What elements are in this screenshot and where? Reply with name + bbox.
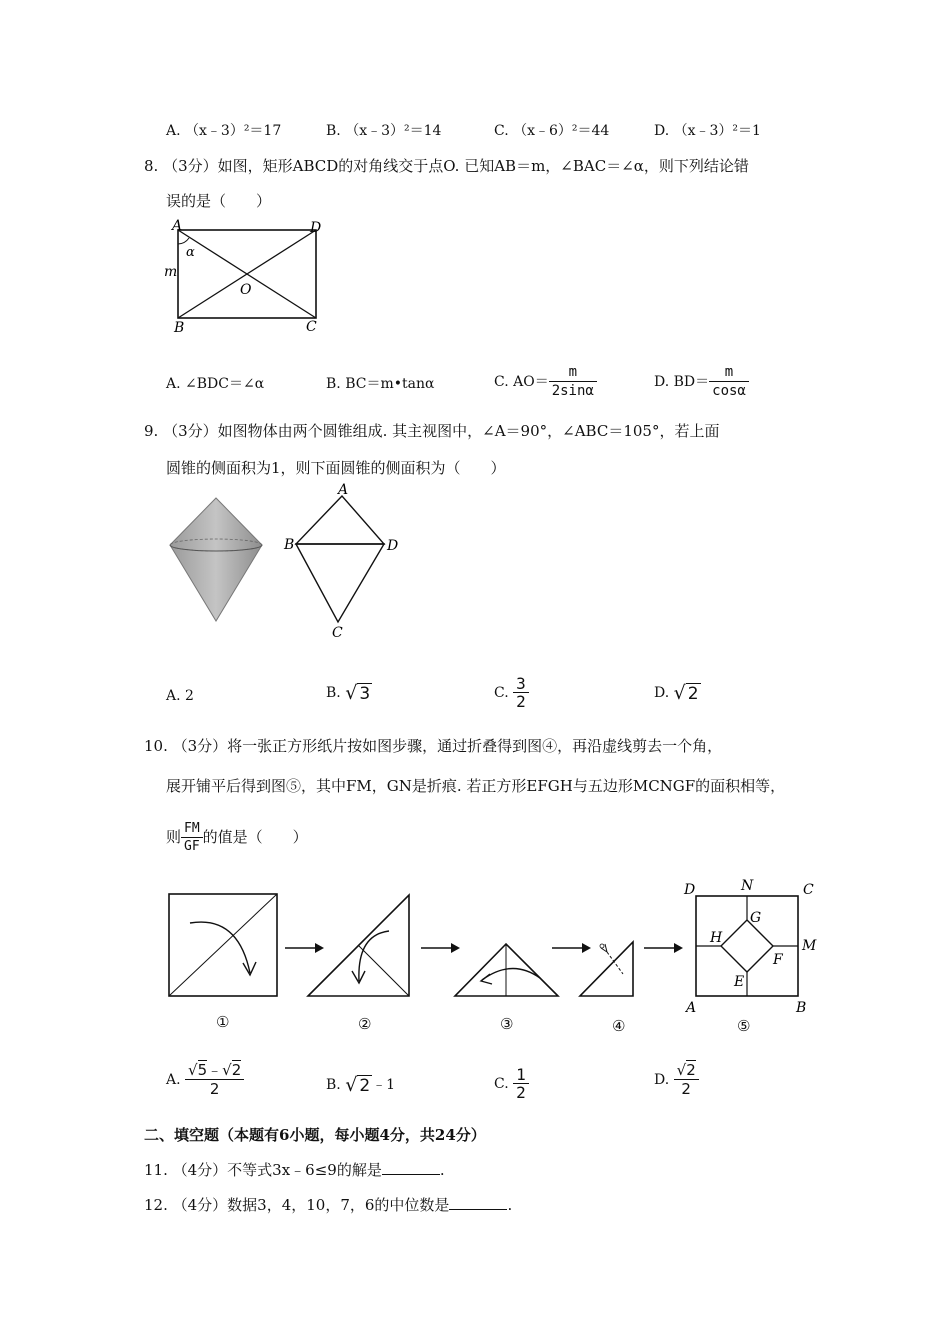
- q10-step2-label: ②: [358, 1015, 372, 1033]
- q8-stem-line2: 误的是（ ）: [166, 192, 272, 210]
- q8-label-m: m: [164, 264, 178, 280]
- q10-step1-figure: [168, 893, 280, 999]
- q10-option-b-radicand: 2: [359, 1076, 371, 1096]
- q10-frac-num: FM: [181, 820, 203, 838]
- q9-option-b-radicand: 3: [359, 684, 371, 704]
- q11-period: .: [439, 1161, 445, 1179]
- q10-option-b-sqrt: √ 2: [345, 1074, 371, 1096]
- q8-option-c-prefix: C. AO＝: [494, 374, 549, 390]
- q10-fig5-label-m: M: [802, 938, 817, 954]
- q10-option-b: [326, 1074, 395, 1096]
- q12: [144, 1194, 512, 1215]
- q9-option-b-sqrt: √ 3: [345, 682, 371, 704]
- q10-option-c: [494, 1066, 529, 1102]
- q9-option-d-sqrt: √ 2: [673, 682, 699, 704]
- q10-option-a-rad1: 5: [197, 1061, 208, 1079]
- q11-text: 11. （4分）不等式3x﹣6≤9的解是: [144, 1161, 382, 1179]
- q10-fig5-label-d: D: [684, 882, 696, 898]
- q9-option-d-prefix: D.: [654, 685, 674, 701]
- q8-option-d: [654, 364, 749, 400]
- q11-answer-blank[interactable]: [382, 1160, 440, 1175]
- section2-heading: 二、填空题（本题有6小题，每小题4分，共24分）: [144, 1126, 486, 1144]
- q8-rectangle-figure: [160, 218, 340, 338]
- q10-fig5-label-h: H: [710, 930, 723, 946]
- q9-option-a: A. 2: [166, 688, 194, 704]
- q12-answer-blank[interactable]: [449, 1195, 507, 1210]
- q9-option-c-den: 2: [516, 692, 526, 711]
- q8-option-d-prefix: D. BD＝: [654, 374, 710, 390]
- q9-label-d: D: [387, 538, 399, 554]
- q10-fig5-label-f: F: [773, 952, 783, 968]
- q12-period: .: [507, 1196, 513, 1214]
- q8-option-d-fraction: [709, 364, 749, 400]
- q10-step4-label: ④: [612, 1017, 626, 1035]
- q11: [144, 1159, 445, 1180]
- q10-option-d-den: 2: [681, 1080, 691, 1098]
- q7-option-b: B. （x﹣3）²＝14: [326, 123, 442, 139]
- q10-option-a-minus: ﹣: [207, 1061, 223, 1079]
- q7-option-c: C. （x﹣6）²＝44: [494, 123, 610, 139]
- q8-option-c-den: 2sinα: [551, 383, 594, 399]
- q10-option-d: [654, 1062, 699, 1098]
- q9-option-c-fraction: [513, 675, 529, 711]
- q10-option-a: [166, 1062, 244, 1098]
- q10-step3-figure: [452, 938, 562, 1000]
- q9-option-c-prefix: C.: [494, 685, 514, 701]
- q10-option-a-den: 2: [209, 1080, 220, 1098]
- q10-option-c-prefix: C.: [494, 1076, 514, 1092]
- q9-label-c: C: [332, 625, 343, 641]
- q9-option-b: [326, 682, 372, 704]
- q10-fig5-label-b: B: [796, 1000, 807, 1016]
- q10-fig5-label-n: N: [741, 878, 754, 894]
- q8-label-a: A: [172, 218, 183, 234]
- q10-option-c-den: 2: [516, 1083, 526, 1102]
- q10-step2-figure: [305, 893, 415, 999]
- q10-step4-figure: [577, 938, 637, 1000]
- q10-stem-line3: [166, 820, 308, 856]
- q9-stem-line1: 9. （3分）如图物体由两个圆锥组成. 其主视图中，∠A＝90°，∠ABC＝105°，若上面: [144, 422, 720, 440]
- q8-option-d-num: m: [709, 364, 749, 382]
- q9-option-d-radicand: 2: [687, 684, 699, 704]
- q9-option-c-num: 3: [513, 675, 529, 693]
- q10-option-a-num: √5﹣√2: [185, 1062, 244, 1080]
- q10-option-d-num: √2: [674, 1062, 699, 1080]
- q8-stem-line1: 8. （3分）如图，矩形ABCD的对角线交于点O. 已知AB＝m，∠BAC＝∠α，则下列结论错: [144, 157, 749, 175]
- q10-option-b-suffix: ﹣1: [372, 1077, 396, 1093]
- q10-option-b-prefix: B.: [326, 1077, 346, 1093]
- q8-label-c: C: [306, 319, 317, 335]
- q10-option-d-fraction: [674, 1062, 699, 1098]
- q9-option-d: [654, 682, 701, 704]
- q9-option-b-prefix: B.: [326, 685, 346, 701]
- q10-fig5-label-e: E: [734, 974, 745, 990]
- q10-step3-label: ③: [500, 1015, 514, 1033]
- arrow-icon: [644, 942, 684, 954]
- q10-frac-den: GF: [184, 839, 200, 854]
- q8-option-a: A. ∠BDC＝∠α: [166, 376, 265, 392]
- q9-front-view-figure: [280, 482, 410, 642]
- q10-option-a-fraction: [185, 1062, 244, 1098]
- q10-fig5-label-a: A: [686, 1000, 697, 1016]
- q7-option-a: A. （x﹣3）²＝17: [166, 123, 282, 139]
- q10-option-d-prefix: D.: [654, 1072, 674, 1088]
- q10-fig5-label-c: C: [803, 882, 814, 898]
- q10-option-d-radicand: 2: [686, 1061, 696, 1079]
- q10-option-c-fraction: [513, 1066, 529, 1102]
- q8-option-c-num: m: [549, 364, 597, 382]
- q8-label-alpha: α: [186, 245, 195, 260]
- q10-option-c-num: 1: [513, 1066, 529, 1084]
- q10-option-a-prefix: A.: [166, 1072, 186, 1088]
- q8-label-d: D: [310, 220, 322, 236]
- q12-text: 12. （4分）数据3，4，10，7，6的中位数是: [144, 1196, 450, 1214]
- q10-step5-label: ⑤: [737, 1017, 751, 1035]
- q9-label-b: B: [284, 537, 295, 553]
- q9-label-a: A: [338, 482, 349, 498]
- q8-option-c: [494, 364, 597, 400]
- q10-step5-figure: [680, 878, 820, 1018]
- q8-label-o: O: [240, 282, 252, 298]
- q9-stem-line2: 圆锥的侧面积为1，则下面圆锥的侧面积为（ ）: [166, 459, 506, 477]
- q10-option-a-rad2: 2: [231, 1061, 242, 1079]
- q9-option-c: [494, 675, 529, 711]
- q10-stem-line2: 展开铺平后得到图⑤，其中FM，GN是折痕. 若正方形EFGH与五边形MCNGF的面积相等，: [166, 777, 786, 795]
- q10-fig5-label-g: G: [750, 910, 762, 926]
- q9-double-cone-photo: [166, 495, 266, 625]
- q8-option-c-fraction: [549, 364, 597, 400]
- q10-fm-gf-fraction: [181, 820, 203, 856]
- q7-option-d: D. （x﹣3）²＝1: [654, 123, 761, 139]
- q8-option-d-den: cosα: [712, 383, 746, 399]
- q10-stem-line1: 10. （3分）将一张正方形纸片按如图步骤，通过折叠得到图④，再沿虚线剪去一个角，: [144, 737, 723, 755]
- q8-option-b: B. BC＝m•tanα: [326, 376, 435, 392]
- q10-step1-label: ①: [216, 1013, 230, 1031]
- q10-stem-line3-suffix: 的值是（ ）: [202, 828, 308, 846]
- q8-label-b: B: [174, 320, 185, 336]
- q10-stem-line3-prefix: 则: [166, 828, 182, 846]
